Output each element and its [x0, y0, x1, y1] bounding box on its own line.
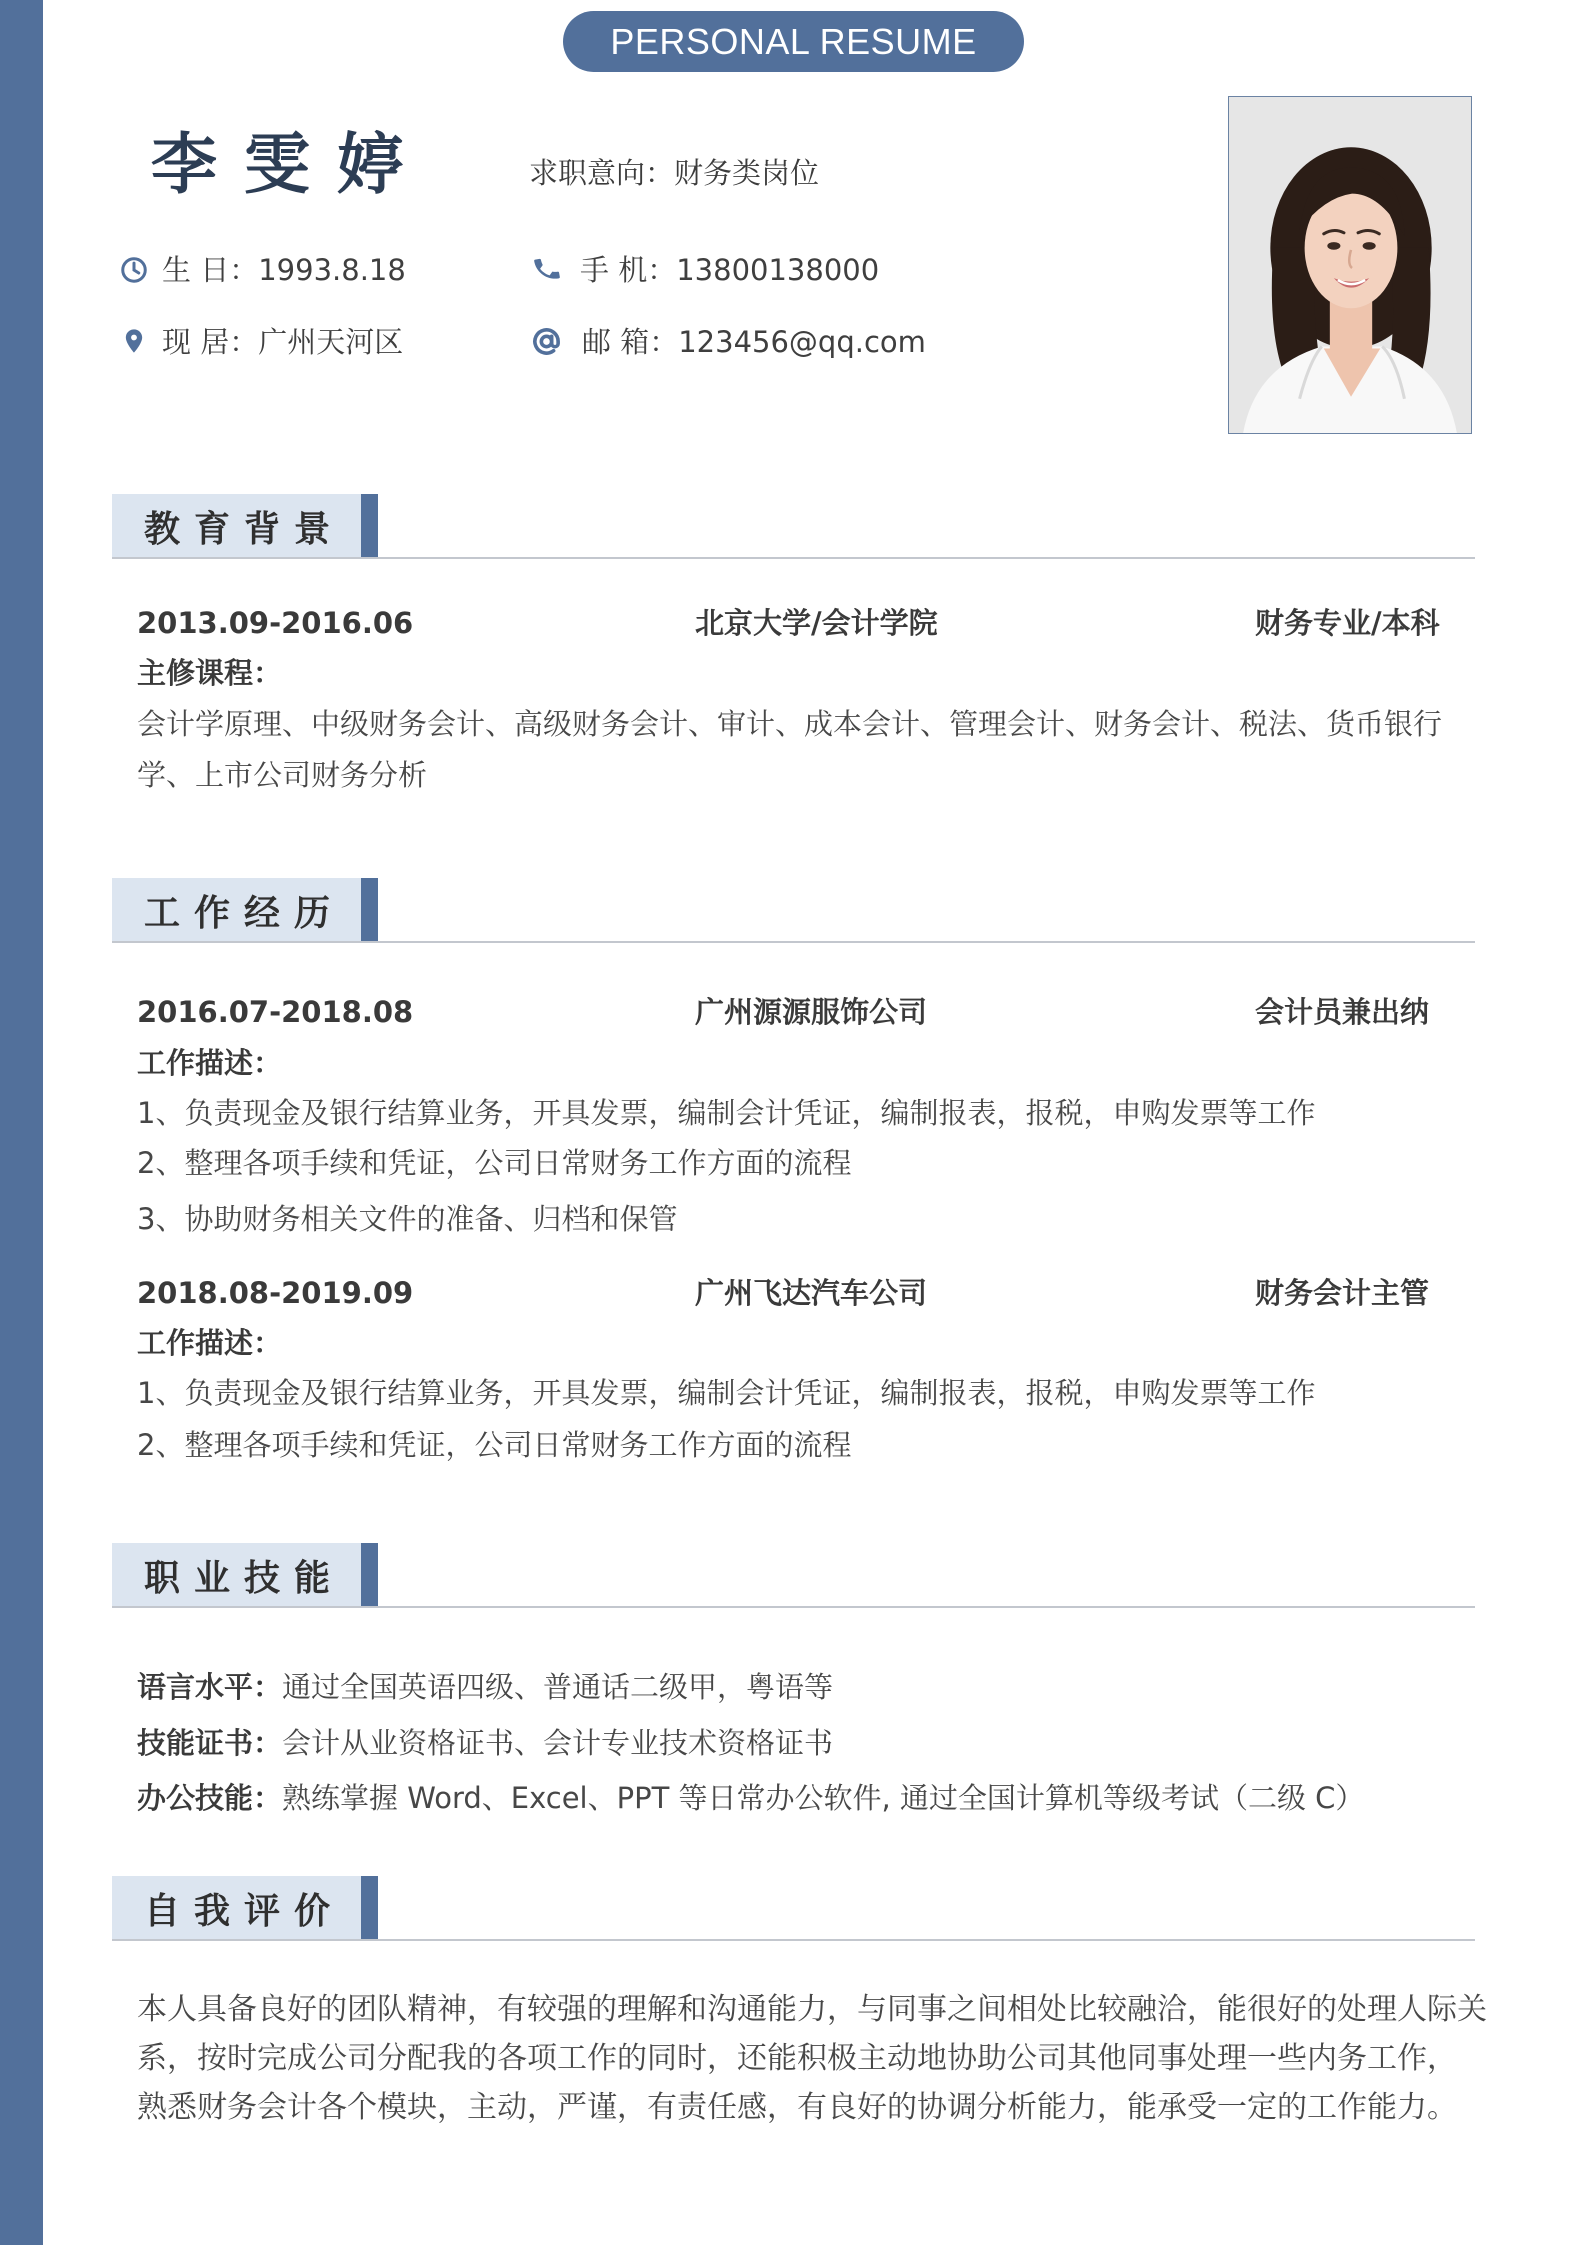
education-major: 财务专业/本科	[1255, 606, 1440, 640]
section-title: 教育背景	[144, 508, 345, 550]
section-divider	[112, 1606, 1475, 1608]
work-desc-label: 工作描述：	[137, 1046, 283, 1080]
skill-label: 办公技能：	[137, 1781, 283, 1815]
work-desc-item: 2、整理各项手续和凭证，公司日常财务工作方面的流程	[137, 1428, 852, 1462]
clock-icon	[119, 255, 149, 285]
section-divider	[112, 557, 1475, 559]
section-tab-marker	[361, 1876, 378, 1940]
phone-value: 13800138000	[676, 253, 880, 287]
section-header-self-evaluation	[112, 1876, 361, 1940]
section-divider	[112, 941, 1475, 943]
birthday-label: 生 日：	[162, 253, 259, 287]
residence-value: 广州天河区	[258, 325, 404, 359]
work-desc-item: 3、协助财务相关文件的准备、归档和保管	[137, 1202, 678, 1236]
section-header-work	[112, 878, 361, 942]
skill-item	[137, 1669, 833, 1705]
skill-value: 熟练掌握 Word、Excel、PPT 等日常办公软件, 通过全国计算机等级考试（二级 C）	[282, 1781, 1365, 1815]
email-value: 123456@qq.com	[678, 325, 926, 359]
section-tab-marker	[361, 1543, 378, 1607]
skill-label: 语言水平：	[137, 1670, 283, 1704]
work-desc-item: 2、整理各项手续和凭证，公司日常财务工作方面的流程	[137, 1146, 852, 1180]
profile-photo	[1228, 96, 1472, 434]
phone-icon	[532, 254, 562, 284]
section-title: 工作经历	[144, 892, 345, 934]
skill-value: 会计从业资格证书、会计专业技术资格证书	[282, 1726, 834, 1760]
skill-value: 通过全国英语四级、普通话二级甲，粤语等	[282, 1670, 834, 1704]
photo-eye-right	[1363, 242, 1376, 250]
birthday-field	[162, 252, 406, 288]
work-desc-label: 工作描述：	[137, 1326, 283, 1360]
banner-title: PERSONAL RESUME	[610, 20, 977, 62]
email-field	[582, 324, 926, 360]
location-pin-icon	[120, 325, 148, 357]
candidate-name: 李雯婷	[151, 126, 430, 203]
self-evaluation-line: 熟悉财务会计各个模块，主动，严谨，有责任感，有良好的协调分析能力，能承受一定的工作能力。	[137, 2090, 1457, 2125]
skill-item	[137, 1725, 833, 1761]
email-label: 邮 箱：	[582, 325, 679, 359]
skill-label: 技能证书：	[137, 1726, 283, 1760]
residence-label: 现 居：	[162, 325, 259, 359]
work-period: 2018.08-2019.09	[137, 1276, 414, 1310]
work-company: 广州源源服饰公司	[695, 995, 928, 1029]
section-title: 自我评价	[144, 1890, 345, 1932]
self-evaluation-line: 本人具备良好的团队精神，有较强的理解和沟通能力，与同事之间相处比较融洽，能很好的处理人际关	[137, 1992, 1487, 2027]
resume-banner	[563, 11, 1024, 72]
work-desc-item: 1、负责现金及银行结算业务，开具发票，编制会计凭证，编制报表，报税，申购发票等工作	[137, 1376, 1316, 1410]
work-company: 广州飞达汽车公司	[695, 1276, 928, 1310]
courses-label: 主修课程：	[137, 656, 283, 690]
self-evaluation-line: 系，按时完成公司分配我的各项工作的同时，还能积极主动地协助公司其他同事处理一些内务工作，	[137, 2041, 1457, 2076]
section-header-skills	[112, 1543, 361, 1607]
education-school: 北京大学/会计学院	[695, 606, 938, 640]
residence-field	[162, 324, 403, 360]
work-position: 会计员兼出纳	[1255, 995, 1430, 1029]
section-divider	[112, 1939, 1475, 1941]
photo-eye-left	[1327, 242, 1340, 250]
section-header-education	[112, 494, 361, 558]
section-title: 职业技能	[144, 1557, 345, 1599]
at-sign-icon	[531, 326, 562, 357]
section-tab-marker	[361, 494, 378, 558]
phone-label: 手 机：	[580, 253, 677, 287]
skill-item	[137, 1780, 1364, 1816]
education-period: 2013.09-2016.06	[137, 606, 414, 640]
section-tab-marker	[361, 878, 378, 942]
courses-line: 学、上市公司财务分析	[137, 758, 428, 792]
work-position: 财务会计主管	[1255, 1276, 1430, 1310]
work-period: 2016.07-2018.08	[137, 995, 414, 1029]
courses-line: 会计学原理、中级财务会计、高级财务会计、审计、成本会计、管理会计、财务会计、税法、货币银行	[137, 707, 1443, 741]
birthday-value: 1993.8.18	[258, 253, 406, 287]
work-desc-item: 1、负责现金及银行结算业务，开具发票，编制会计凭证，编制报表，报税，申购发票等工作	[137, 1096, 1316, 1130]
left-accent-bar	[0, 0, 43, 2245]
job-intention: 求职意向：财务类岗位	[529, 156, 820, 190]
phone-field	[580, 252, 879, 288]
